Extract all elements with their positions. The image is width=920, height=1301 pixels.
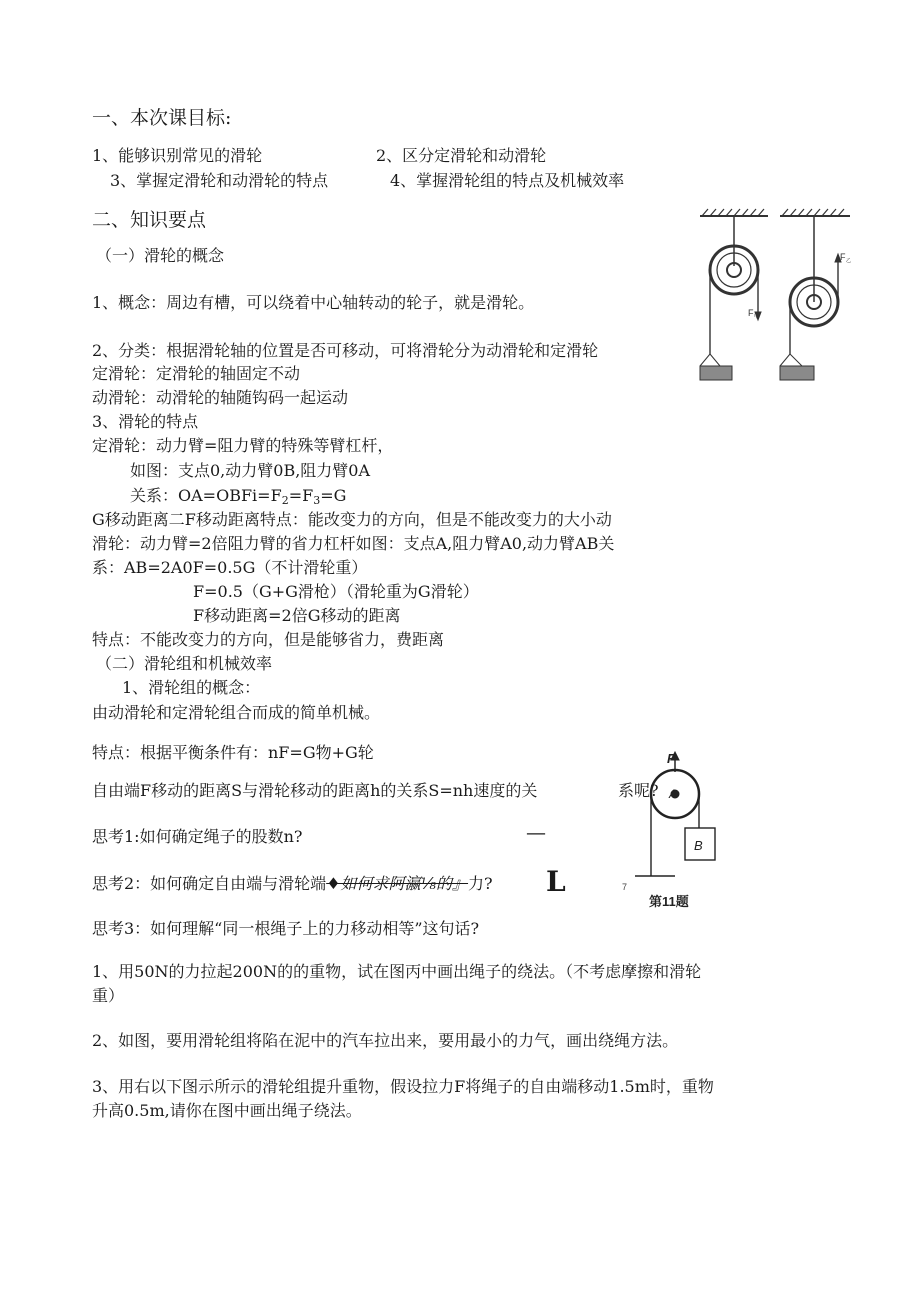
ceiling-left — [700, 209, 768, 216]
q11-caption: 第11题 — [649, 894, 689, 909]
q11-block-b-label: B — [694, 838, 703, 853]
right-pulley — [790, 216, 841, 354]
think-1: 思考1:如何确定绳子的股数n? — [92, 827, 303, 846]
section2-title: 二、知识要点 — [92, 209, 207, 231]
free-end-relation: 自由端F移动的距离S与滑轮移动的距离h的关系S=nh速度的关 — [92, 781, 538, 800]
subsection-pulley-concept: （一）滑轮的概念 — [96, 246, 225, 265]
q11-stray-mark: 7 — [622, 882, 628, 892]
section1-title: 一、本次课目标: — [92, 107, 232, 129]
right-weight — [780, 354, 814, 380]
goal-2: 2、区分定滑轮和动滑轮 — [376, 146, 547, 165]
movable-pulley-lever-line: 滑轮：动力臂=2倍阻力臂的省力杠杆如图：支点A,阻力臂A0,动力臂AB关 — [92, 534, 615, 553]
fixed-pulley-feature: 定滑轮：动力臂=阻力臂的特殊等臂杠杆， — [92, 436, 394, 455]
force-formula: F=0.5（G+G滑枪）（滑轮重为G滑轮） — [193, 582, 479, 601]
classification: 2、分类：根据滑轮轴的位置是否可移动，可将滑轮分为动滑轮和定滑轮 — [92, 341, 599, 360]
think-2-mark: L — [546, 865, 566, 898]
group-feature: 特点：根据平衡条件有：nF=G物+G轮 — [92, 743, 374, 762]
goal-4: 4、掌握滑轮组的特点及机械效率 — [390, 171, 625, 190]
right-force-label: F — [840, 252, 846, 262]
group-definition: 由动滑轮和定滑轮组合而成的简单机械。 — [92, 703, 381, 722]
fixed-pulley-relation: 关系：$OA=OBFi=F_2=F_3=G$ — [130, 486, 347, 507]
q11-point-a-label: A — [669, 787, 678, 801]
goal-3: 3、掌握定滑轮和动滑轮的特点 — [110, 171, 329, 190]
subsection-pulley-group: （二）滑轮组和机械效率 — [96, 654, 273, 673]
features-title: 3、滑轮的特点 — [92, 412, 199, 431]
force-distance: F移动距离=2倍G移动的距离 — [193, 606, 401, 625]
q11-pulley — [635, 752, 715, 876]
q11-force-label: F — [667, 751, 675, 766]
think-3: 思考3：如何理解“同一根绳子上的力移动相等”这句话? — [92, 919, 480, 938]
movable-pulley-definition: 动滑轮：动滑轮的轴随钩码一起运动 — [92, 388, 349, 407]
question-3-line-1: 3、用右以下图示所示的滑轮组提升重物，假设拉力F将绳子的自由端移动1.5m时，重物 — [92, 1077, 714, 1096]
left-pulley — [710, 216, 761, 354]
question-2: 2、如图，要用滑轮组将陷在泥中的汽车拉出来，要用最小的力气，画出绕绳方法。 — [92, 1031, 679, 1050]
movable-pulley-feature: 特点：不能改变力的方向，但是能够省力，费距离 — [92, 630, 445, 649]
left-force-label: F — [748, 308, 754, 318]
fixed-pulley-definition: 定滑轮：定滑轮的轴固定不动 — [92, 364, 301, 383]
distance-feature-line: G移动距离二F移动距离特点：能改变力的方向，但是不能改变力的大小动 — [92, 510, 612, 529]
right-force-sub: 乙 — [846, 258, 852, 264]
think-1-mark: — — [526, 820, 546, 844]
left-weight — [700, 354, 732, 380]
question-1-line-2: 重） — [92, 986, 125, 1005]
free-end-relation-tail: 系呢? — [618, 781, 659, 800]
left-force-sub: 甲 — [754, 314, 760, 320]
goal-1: 1、能够识别常见的滑轮 — [92, 146, 263, 165]
group-concept-title: 1、滑轮组的概念： — [122, 678, 261, 697]
question-3-line-2: 升高0.5m,请你在图中画出绳子绕法。 — [92, 1101, 362, 1120]
question-1-line-1: 1、用50N的力拉起200N的的重物，试在图丙中画出绳子的绕法。（不考虑摩擦和滑轮 — [92, 962, 702, 981]
ceiling-right — [780, 209, 850, 216]
question-11-figure — [615, 748, 725, 912]
concept-definition: 1、概念：周边有槽，可以绕着中心轴转动的轮子，就是滑轮。 — [92, 293, 535, 312]
fixed-pulley-figure-note: 如图：支点0,动力臂0B,阻力臂0A — [130, 461, 371, 480]
ab-relation-line: 系：AB=2A0F=0.5G（不计滑轮重） — [92, 558, 368, 577]
think-2: 思考2：如何确定自由端与滑轮端♦如何求阿瀛⅛的』力? — [92, 874, 493, 893]
fixed-pulley-figure — [698, 208, 854, 386]
